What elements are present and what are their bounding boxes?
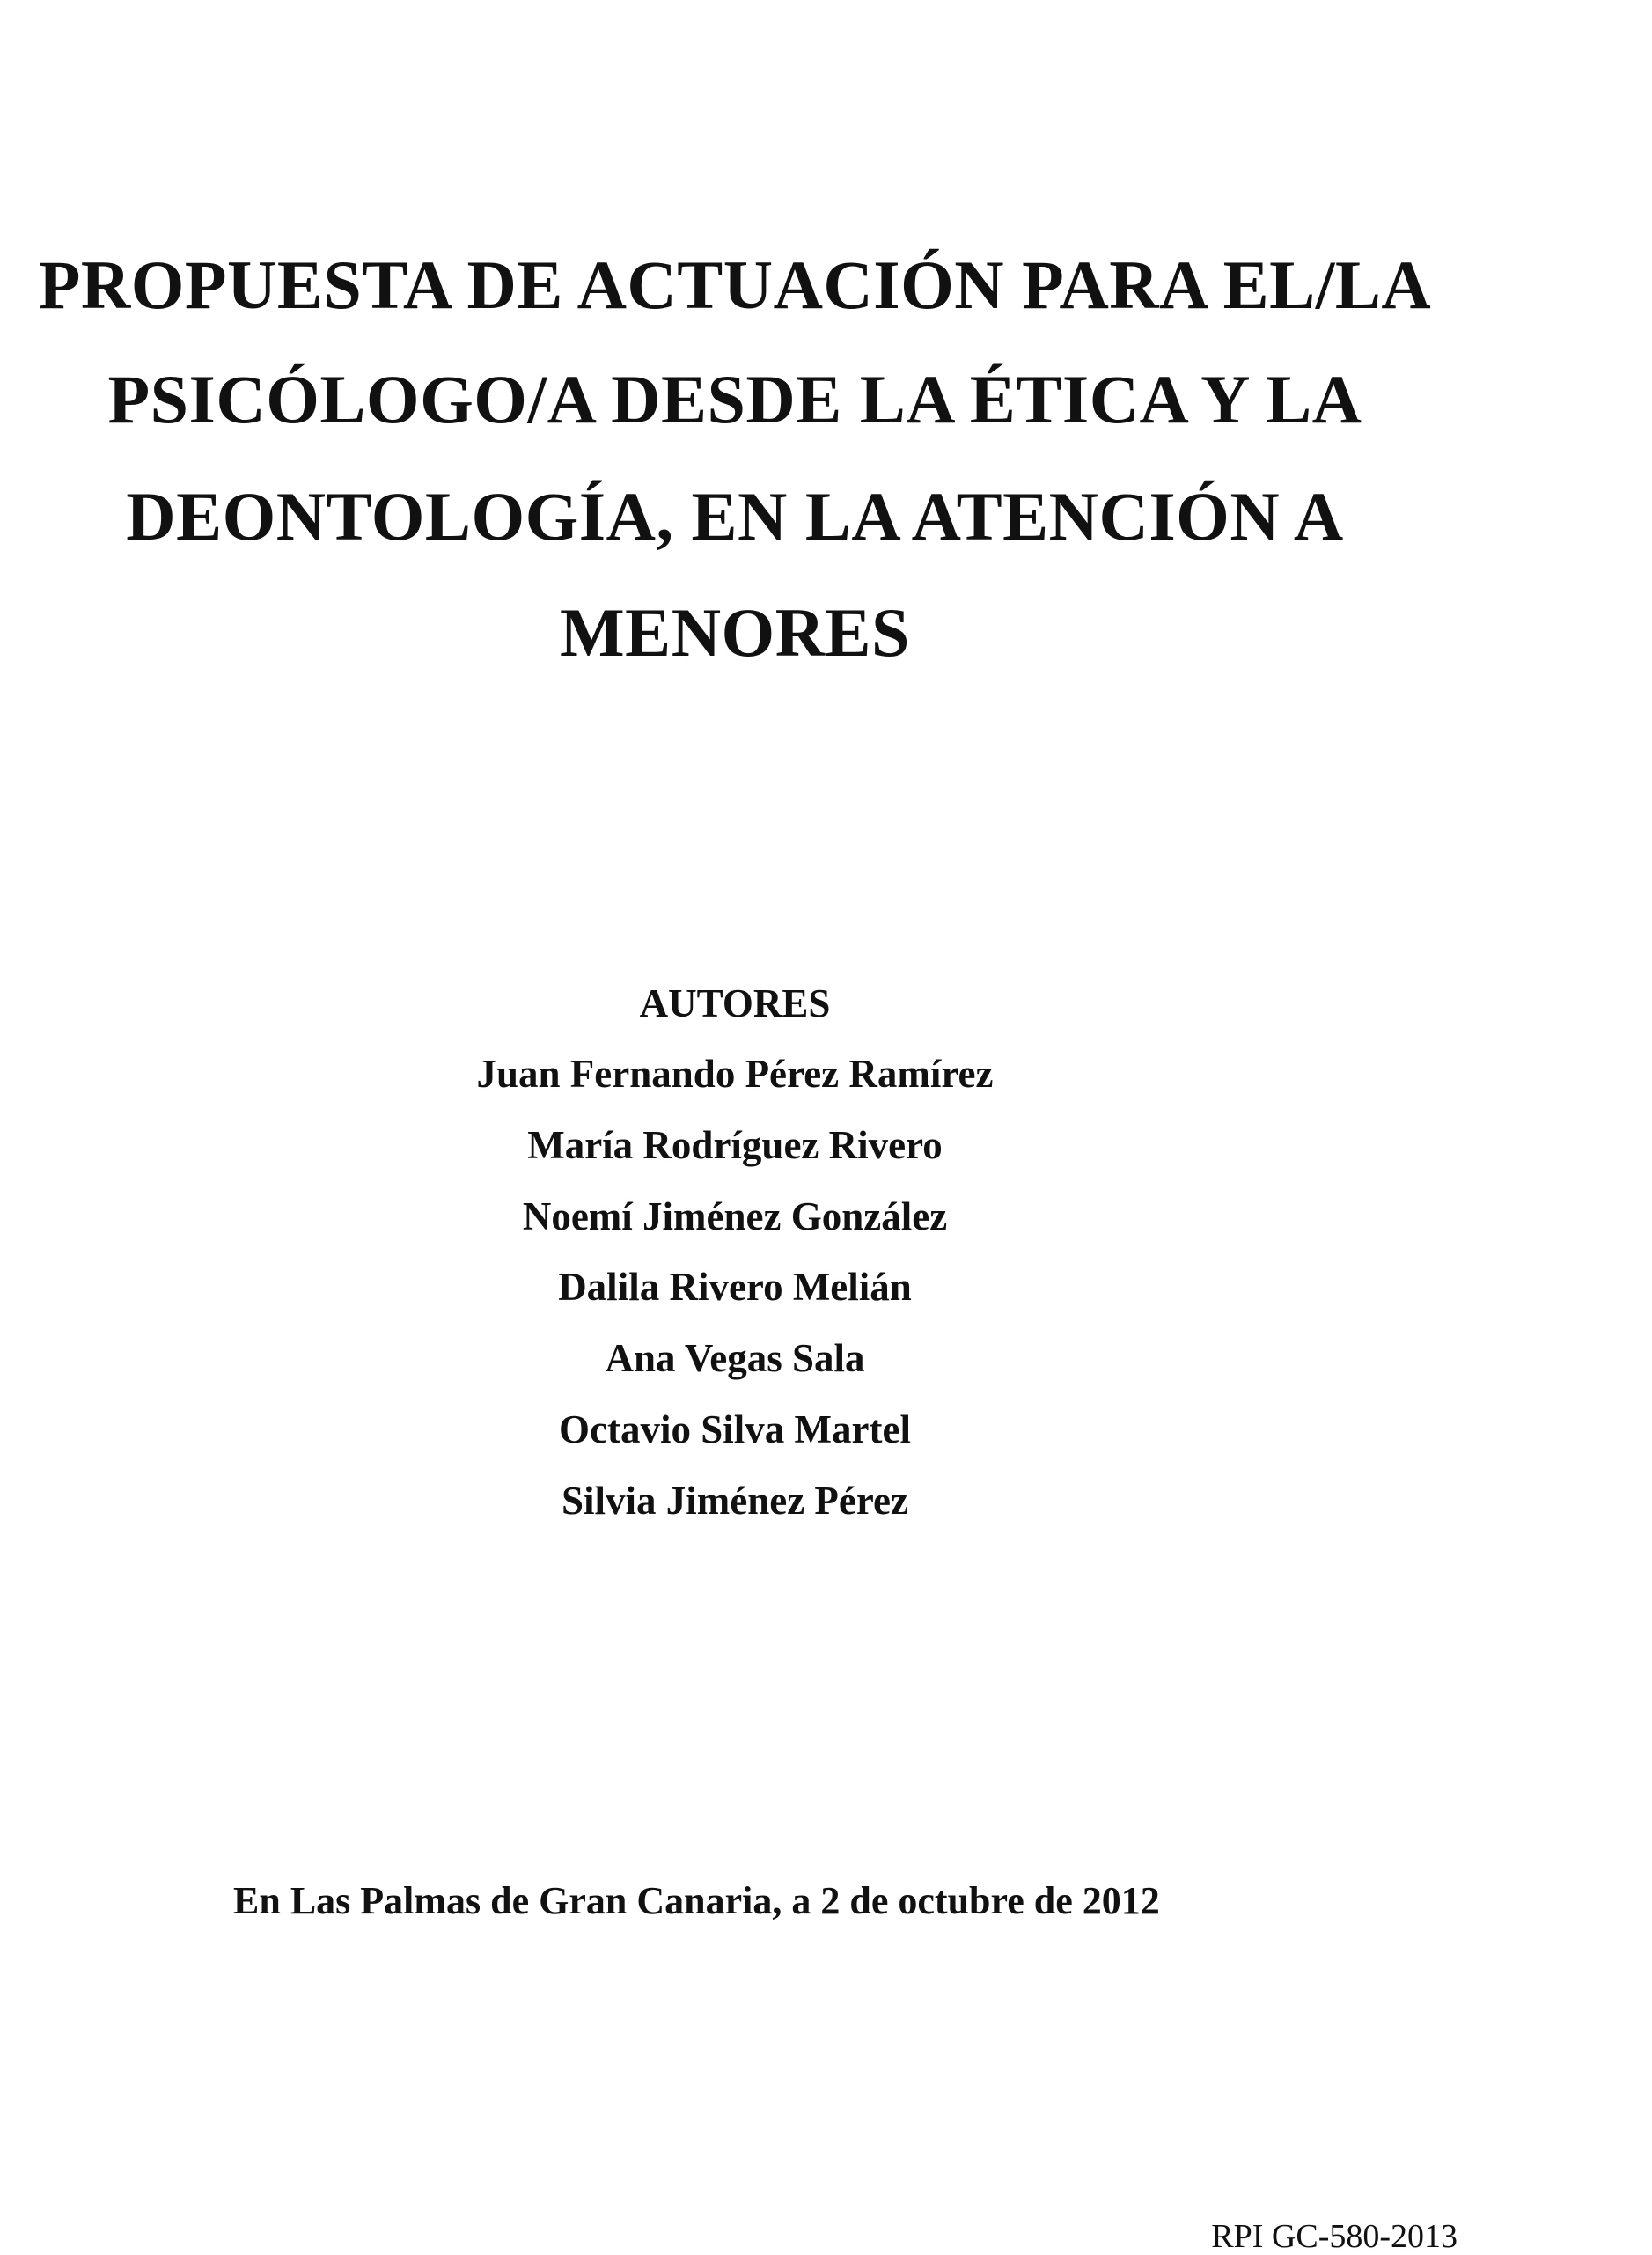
title-line-1: PROPUESTA DE ACTUACIÓN PARA EL/LA: [38, 246, 1432, 323]
author-7: Silvia Jiménez Pérez: [561, 1479, 909, 1523]
title-line-3: DEONTOLOGÍA, EN LA ATENCIÓN A: [126, 478, 1344, 555]
title-line-2: PSICÓLOGO/A DESDE LA ÉTICA Y LA: [107, 361, 1362, 437]
author-2: María Rodríguez Rivero: [527, 1123, 943, 1167]
author-6: Octavio Silva Martel: [559, 1407, 911, 1451]
registry-number: RPI GC-580-2013: [1211, 2218, 1457, 2255]
author-4: Dalila Rivero Melián: [558, 1265, 912, 1309]
place-date-line: En Las Palmas de Gran Canaria, a 2 de octubre de 2012: [233, 1879, 1160, 1922]
title-line-4: MENORES: [560, 594, 910, 671]
author-5: Ana Vegas Sala: [605, 1336, 865, 1380]
authors-heading: AUTORES: [639, 981, 831, 1025]
author-1: Juan Fernando Pérez Ramírez: [476, 1052, 994, 1096]
author-3: Noemí Jiménez González: [522, 1194, 948, 1238]
